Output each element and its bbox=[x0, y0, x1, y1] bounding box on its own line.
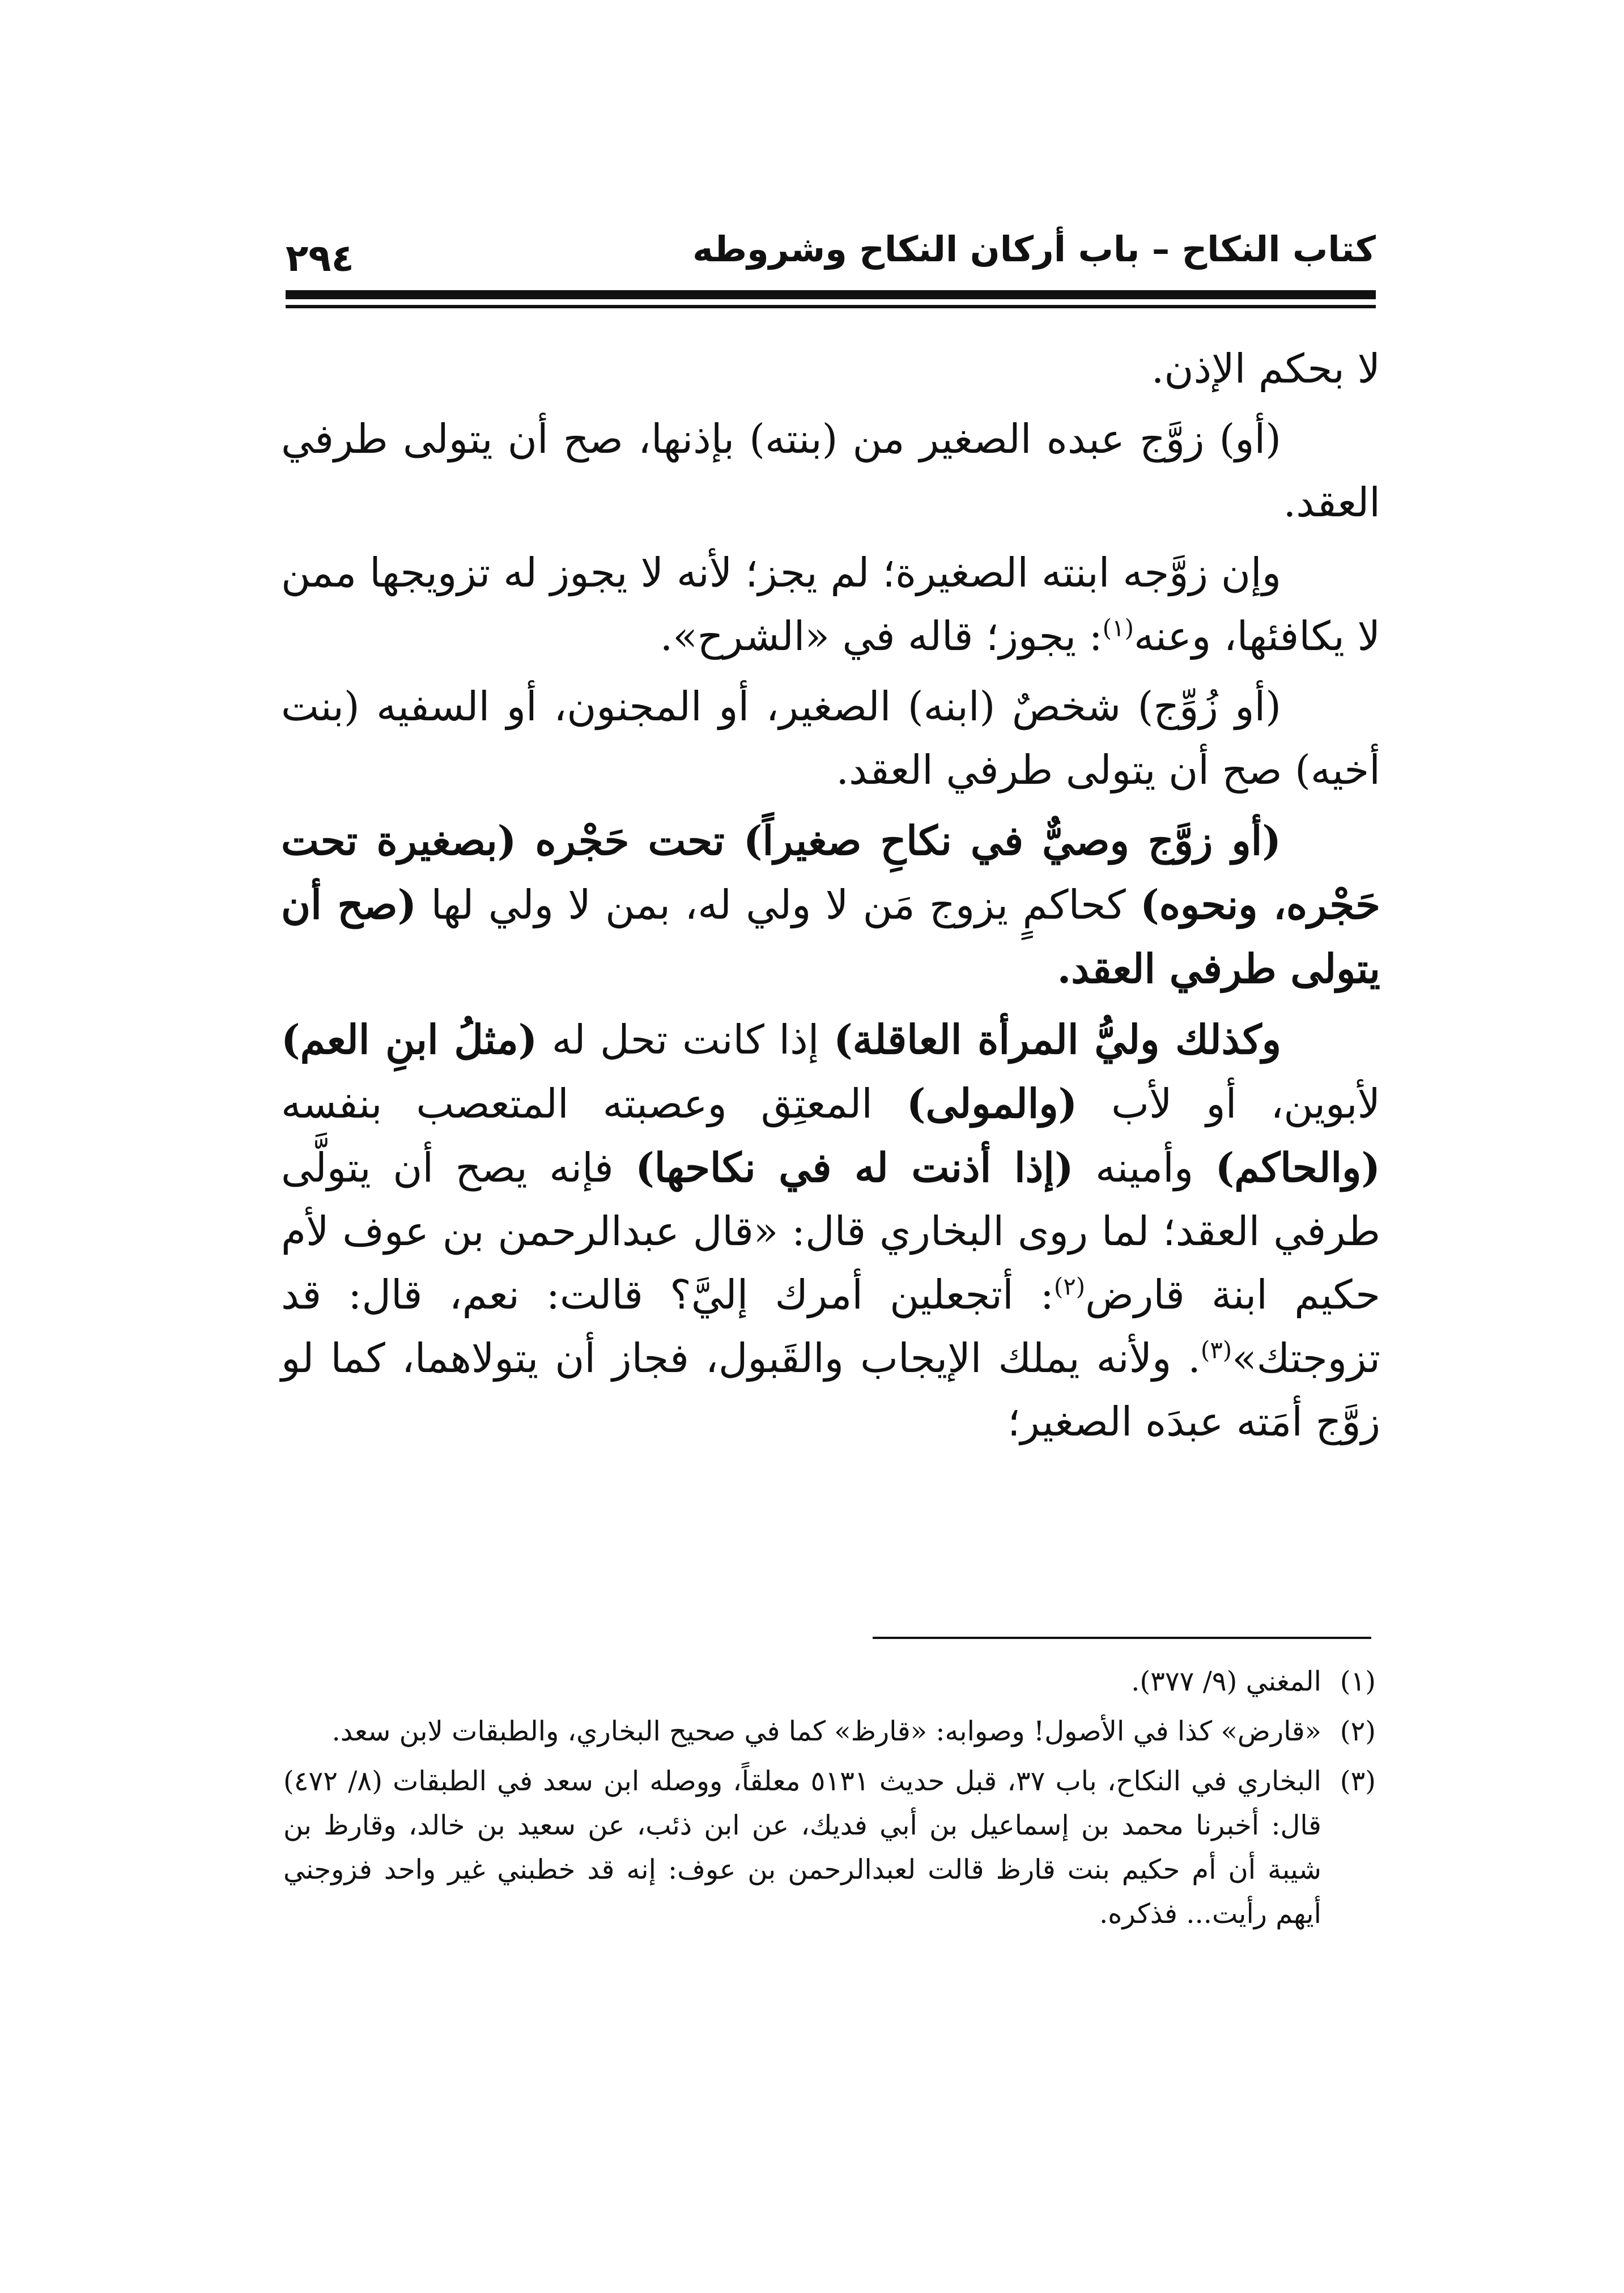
footnote-ref-2[interactable]: (٢) bbox=[1053, 1272, 1086, 1301]
paragraph-3-text-b: : يجوز؛ قاله في «الشرح». bbox=[660, 613, 1103, 660]
paragraph-5-bold-a: (أو زوَّج وصيٌّ في نكاحِ صغيراً) تحت حَجْره (بصغيرة تحت حَجْره، ونحوه) bbox=[281, 817, 1381, 928]
paragraph-6-text-b: إذا كانت تحل له bbox=[537, 1016, 834, 1063]
paragraph-6-text-l: . ولأنه يملك الإيجاب والقَبول، فجاز أن يتولاهما، كما لو زوَّج أمَته عبدَه الصغير؛ bbox=[281, 1335, 1380, 1445]
footnote-number: (٢) bbox=[1340, 1715, 1376, 1747]
paragraph-6-bold-c: (مثلُ ابنِ العم) bbox=[281, 1016, 538, 1063]
running-header bbox=[286, 215, 1376, 278]
paragraph-6-bold-i: (إذا أذنت له في نكاحها) bbox=[635, 1144, 1074, 1191]
paragraph-6-text-j: فإنه يصح أن يتولَّى طرفي العقد؛ لما روى البخاري قال: «قال عبدالرحمن بن عوف لأم حكيم ابنة قارض bbox=[281, 1144, 1380, 1318]
footnote-separator bbox=[873, 1637, 1371, 1639]
paragraph-6-bold-g: (والحاكم) bbox=[1215, 1144, 1380, 1191]
footnotes bbox=[283, 1659, 1376, 1942]
footnote-text: المغني (٩/ ٣٧٧). bbox=[1131, 1666, 1321, 1697]
paragraph-3 bbox=[281, 541, 1380, 668]
main-text bbox=[281, 337, 1380, 1460]
paragraph-6-bold-a: وكذلك وليُّ المرأة العاقلة) bbox=[834, 1016, 1282, 1063]
footnote-1 bbox=[283, 1659, 1376, 1704]
paragraph-6 bbox=[281, 1008, 1380, 1454]
footnote-number: (١) bbox=[1340, 1666, 1376, 1697]
paragraph-6-text-k: : أتجعلين أمرك إليَّ؟ قالت: نعم، قال: قد تزوجتك» bbox=[281, 1271, 1380, 1382]
paragraph-1: لا بحكم الإذن. bbox=[1151, 345, 1380, 392]
paragraph-5 bbox=[281, 809, 1380, 1001]
paragraph-5-bold-b: (صح أن يتولى طرفي العقد. bbox=[281, 881, 1380, 992]
paragraph-6-bold-e: (والمولى) bbox=[906, 1080, 1078, 1127]
footnote-text: البخاري في النكاح، باب ٣٧، قبل حديث ٥١٣١ معلقاً، ووصله ابن سعد في الطبقات (٨/ ٤٧٢) قال: أخبرنا محمد بن إسماعيل بن أبي فديك، عن ابن ذئب، عن سعيد بن خالد، وقارظ بن شيبة أن أم حكيم بنت قارظ قالت لعبدالرحمن بن عوف: إنه قد خطبني غير واحد فزوجني أيهم رأيت... فذكره. bbox=[283, 1765, 1322, 1930]
header-rule-thick bbox=[286, 290, 1376, 299]
paragraph-3-text-a: وإن زوَّجه ابنته الصغيرة؛ لم يجز؛ لأنه لا يجوز له تزويجها ممن لا يكافئها، وعنه bbox=[281, 549, 1380, 660]
paragraph-6-text-d: لأبوين، أو لأب bbox=[1077, 1080, 1380, 1127]
footnote-text: «قارض» كذا في الأصول! وصوابه: «قارظ» كما في صحيح البخاري، والطبقات لابن سعد. bbox=[331, 1715, 1321, 1747]
page-number: ٢٩٤ bbox=[286, 236, 354, 280]
footnote-ref-3[interactable]: (٣) bbox=[1200, 1336, 1232, 1364]
footnote-ref-1[interactable]: (١) bbox=[1102, 614, 1134, 642]
footnote-number: (٣) bbox=[1340, 1765, 1376, 1797]
header-rule-thin bbox=[286, 305, 1376, 308]
footnote-2 bbox=[283, 1709, 1376, 1753]
paragraph-2: (أو) زوَّج عبده الصغير من (بنته) بإذنها، صح أن يتولى طرفي العقد. bbox=[281, 415, 1380, 526]
paragraph-6-text-f: المعتِق وعصبته المتعصب بنفسه bbox=[281, 1080, 907, 1127]
paragraph-5-text: كحاكمٍ يزوج مَن لا ولي له، بمن لا ولي لها bbox=[416, 881, 1141, 928]
paragraph-4: (أو زُوِّج) شخصٌ (ابنه) الصغير، أو المجنون، أو السفيه (بنت أخيه) صح أن يتولى طرفي العقد. bbox=[281, 683, 1380, 793]
footnote-3 bbox=[283, 1759, 1376, 1936]
paragraph-6-text-h: وأمينه bbox=[1073, 1144, 1215, 1191]
chapter-title: كتاب النكاح – باب أركان النكاح وشروطه bbox=[692, 228, 1376, 270]
